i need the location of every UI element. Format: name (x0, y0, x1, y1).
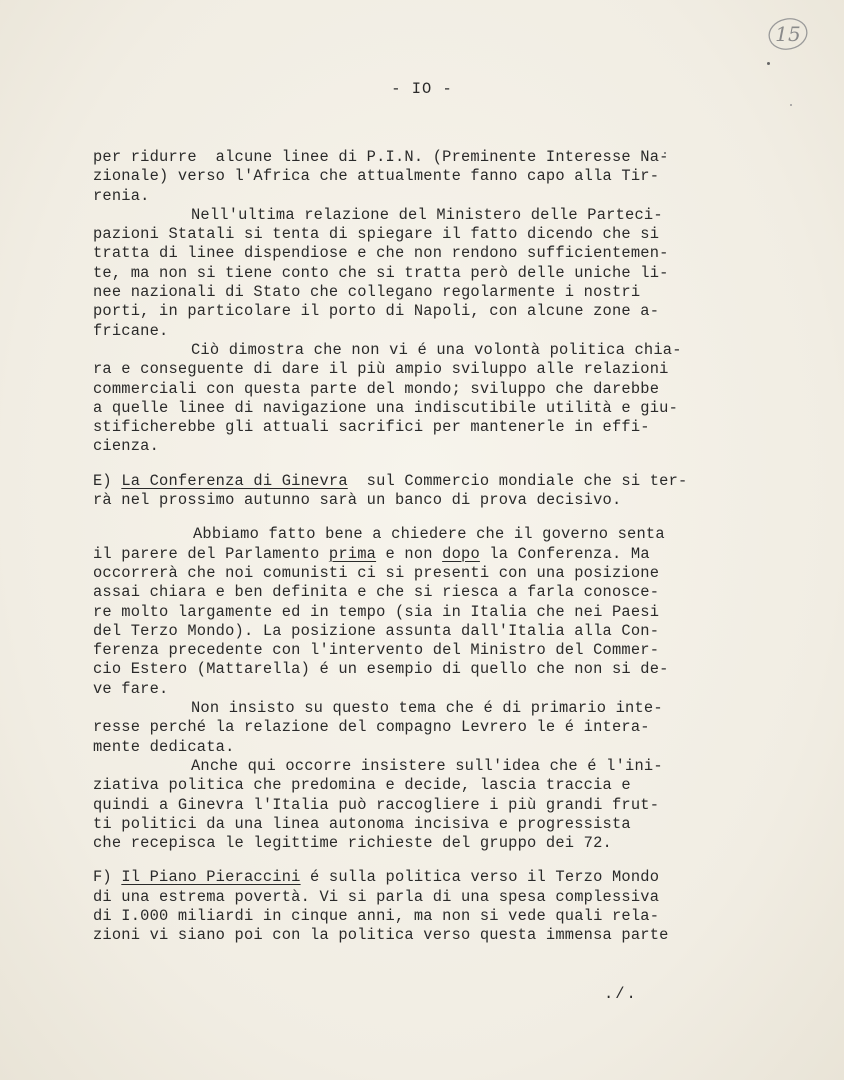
document-body (93, 148, 733, 946)
section-e-heading-line (93, 472, 733, 491)
text-line: pazioni Statali si tenta di spiegare il fatto dicendo che si (93, 225, 660, 244)
section-e-label: E) (93, 471, 122, 490)
text-segment: e non (376, 544, 443, 563)
text-line: zionale) verso l'Africa che attualmente fanno capo alla Tir- (93, 167, 660, 186)
underlined-word-dopo: dopo (442, 544, 480, 563)
text-line: per ridurre alcune linee di P.I.N. (Preminente Interesse Na- (93, 148, 669, 166)
underlined-word-prima: prima (328, 544, 377, 563)
text-line: ferenza precedente con l'intervento del Ministro del Commer- (93, 641, 660, 660)
text-line: tratta di linee dispendiose e che non rendono sufficientemen- (93, 244, 669, 263)
page-number: - IO - (391, 80, 453, 98)
section-f-title: Il Piano Pieraccini (121, 868, 301, 887)
text-line: re molto largamente ed in tempo (sia in Italia che nei Paesi (93, 602, 660, 621)
continuation-mark: ./. (604, 985, 638, 1003)
paragraph-2 (93, 206, 733, 341)
section-e-title: La Conferenza di Ginevra (121, 471, 348, 490)
text-line: mente dedicata. (93, 737, 235, 756)
text-line: occorrerà che noi comunisti ci si presenti con una posizione (93, 563, 660, 582)
text-line: assai chiara e ben definita e che si riesca a farla conosce- (93, 583, 660, 602)
section-f-label: F) (93, 868, 122, 887)
text-line: ve fare. (93, 679, 169, 698)
text-line: Abbiamo fatto bene a chiedere che il governo senta (193, 525, 665, 544)
text-line: te, ma non si tiene conto che si tratta però delle uniche li- (93, 263, 669, 282)
section-e-heading-rest: sul Commercio mondiale che si ter- (347, 471, 688, 490)
text-line: zioni vi siano poi con la politica verso questa immensa parte (93, 926, 669, 945)
text-line: ziativa politica che predomina e decide, lascia traccia e (93, 776, 631, 795)
text-line: del Terzo Mondo). La posizione assunta dall'Italia alla Con- (93, 621, 660, 640)
text-line: ti politici da una linea autonoma incisiva e progressista (93, 814, 631, 833)
text-line: ra e conseguente di dare il più ampio sviluppo alle relazioni (93, 360, 669, 379)
text-line: di I.000 miliardi in cinque anni, ma non si vede quali rela- (93, 906, 660, 925)
text-line: porti, in particolare il porto di Napoli, con alcune zone a- (93, 302, 660, 321)
archive-number-text: 15 (775, 22, 801, 46)
text-line: di una estrema povertà. Vi si parla di una spesa complessiva (93, 887, 660, 906)
text-line: commerciali con questa parte del mondo; sviluppo che darebbe (93, 379, 660, 398)
paragraph-6 (93, 757, 733, 853)
text-line: Anche qui occorre insistere sull'idea che é l'ini- (191, 756, 663, 775)
paper-speck (790, 104, 792, 106)
paragraph-1 (93, 148, 733, 206)
text-line: resse perché la relazione del compagno Levrero le é intera- (93, 718, 650, 737)
text-line: cienza. (93, 437, 160, 456)
text-line: stificherebbe gli attuali sacrifici per mantenerle in effi- (93, 418, 650, 437)
section-f-heading-line (93, 868, 733, 887)
section-f (93, 868, 733, 945)
text-line: rà nel prossimo autunno sarà un banco di prova decisivo. (93, 491, 622, 510)
paragraph-4 (93, 525, 733, 699)
paragraph-gap (93, 510, 733, 525)
text-segment: il parere del Parlamento (93, 544, 329, 563)
paragraph-gap (93, 853, 733, 868)
text-line: cio Estero (Mattarella) é un esempio di quello che non si de- (93, 660, 669, 679)
section-e (93, 472, 733, 511)
text-line: nee nazionali di Stato che collegano regolarmente i nostri (93, 283, 641, 302)
text-segment: la Conferenza. Ma (479, 544, 650, 563)
section-f-heading-rest: é sulla politica verso il Terzo Mondo (300, 868, 660, 887)
paragraph-gap (93, 457, 733, 472)
archive-number-stamp (766, 14, 810, 54)
text-line: Nell'ultima relazione del Ministero delle Parteci- (191, 205, 663, 224)
text-line: fricane. (93, 321, 169, 340)
text-line: Ciò dimostra che non vi é una volontà politica chia- (191, 340, 682, 359)
text-line: che recepisca le legittime richieste del gruppo dei 72. (93, 834, 612, 853)
paper-speck (767, 62, 770, 65)
text-line: a quelle linee di navigazione una indiscutibile utilità e giu- (93, 398, 679, 417)
text-line-with-emphasis (93, 545, 733, 564)
text-line: Non insisto su questo tema che é di primario inte- (191, 699, 663, 718)
paragraph-5 (93, 699, 733, 757)
text-line: renia. (93, 186, 150, 205)
paragraph-3 (93, 341, 733, 457)
text-line: quindi a Ginevra l'Italia può raccogliere i più grandi frut- (93, 795, 660, 814)
